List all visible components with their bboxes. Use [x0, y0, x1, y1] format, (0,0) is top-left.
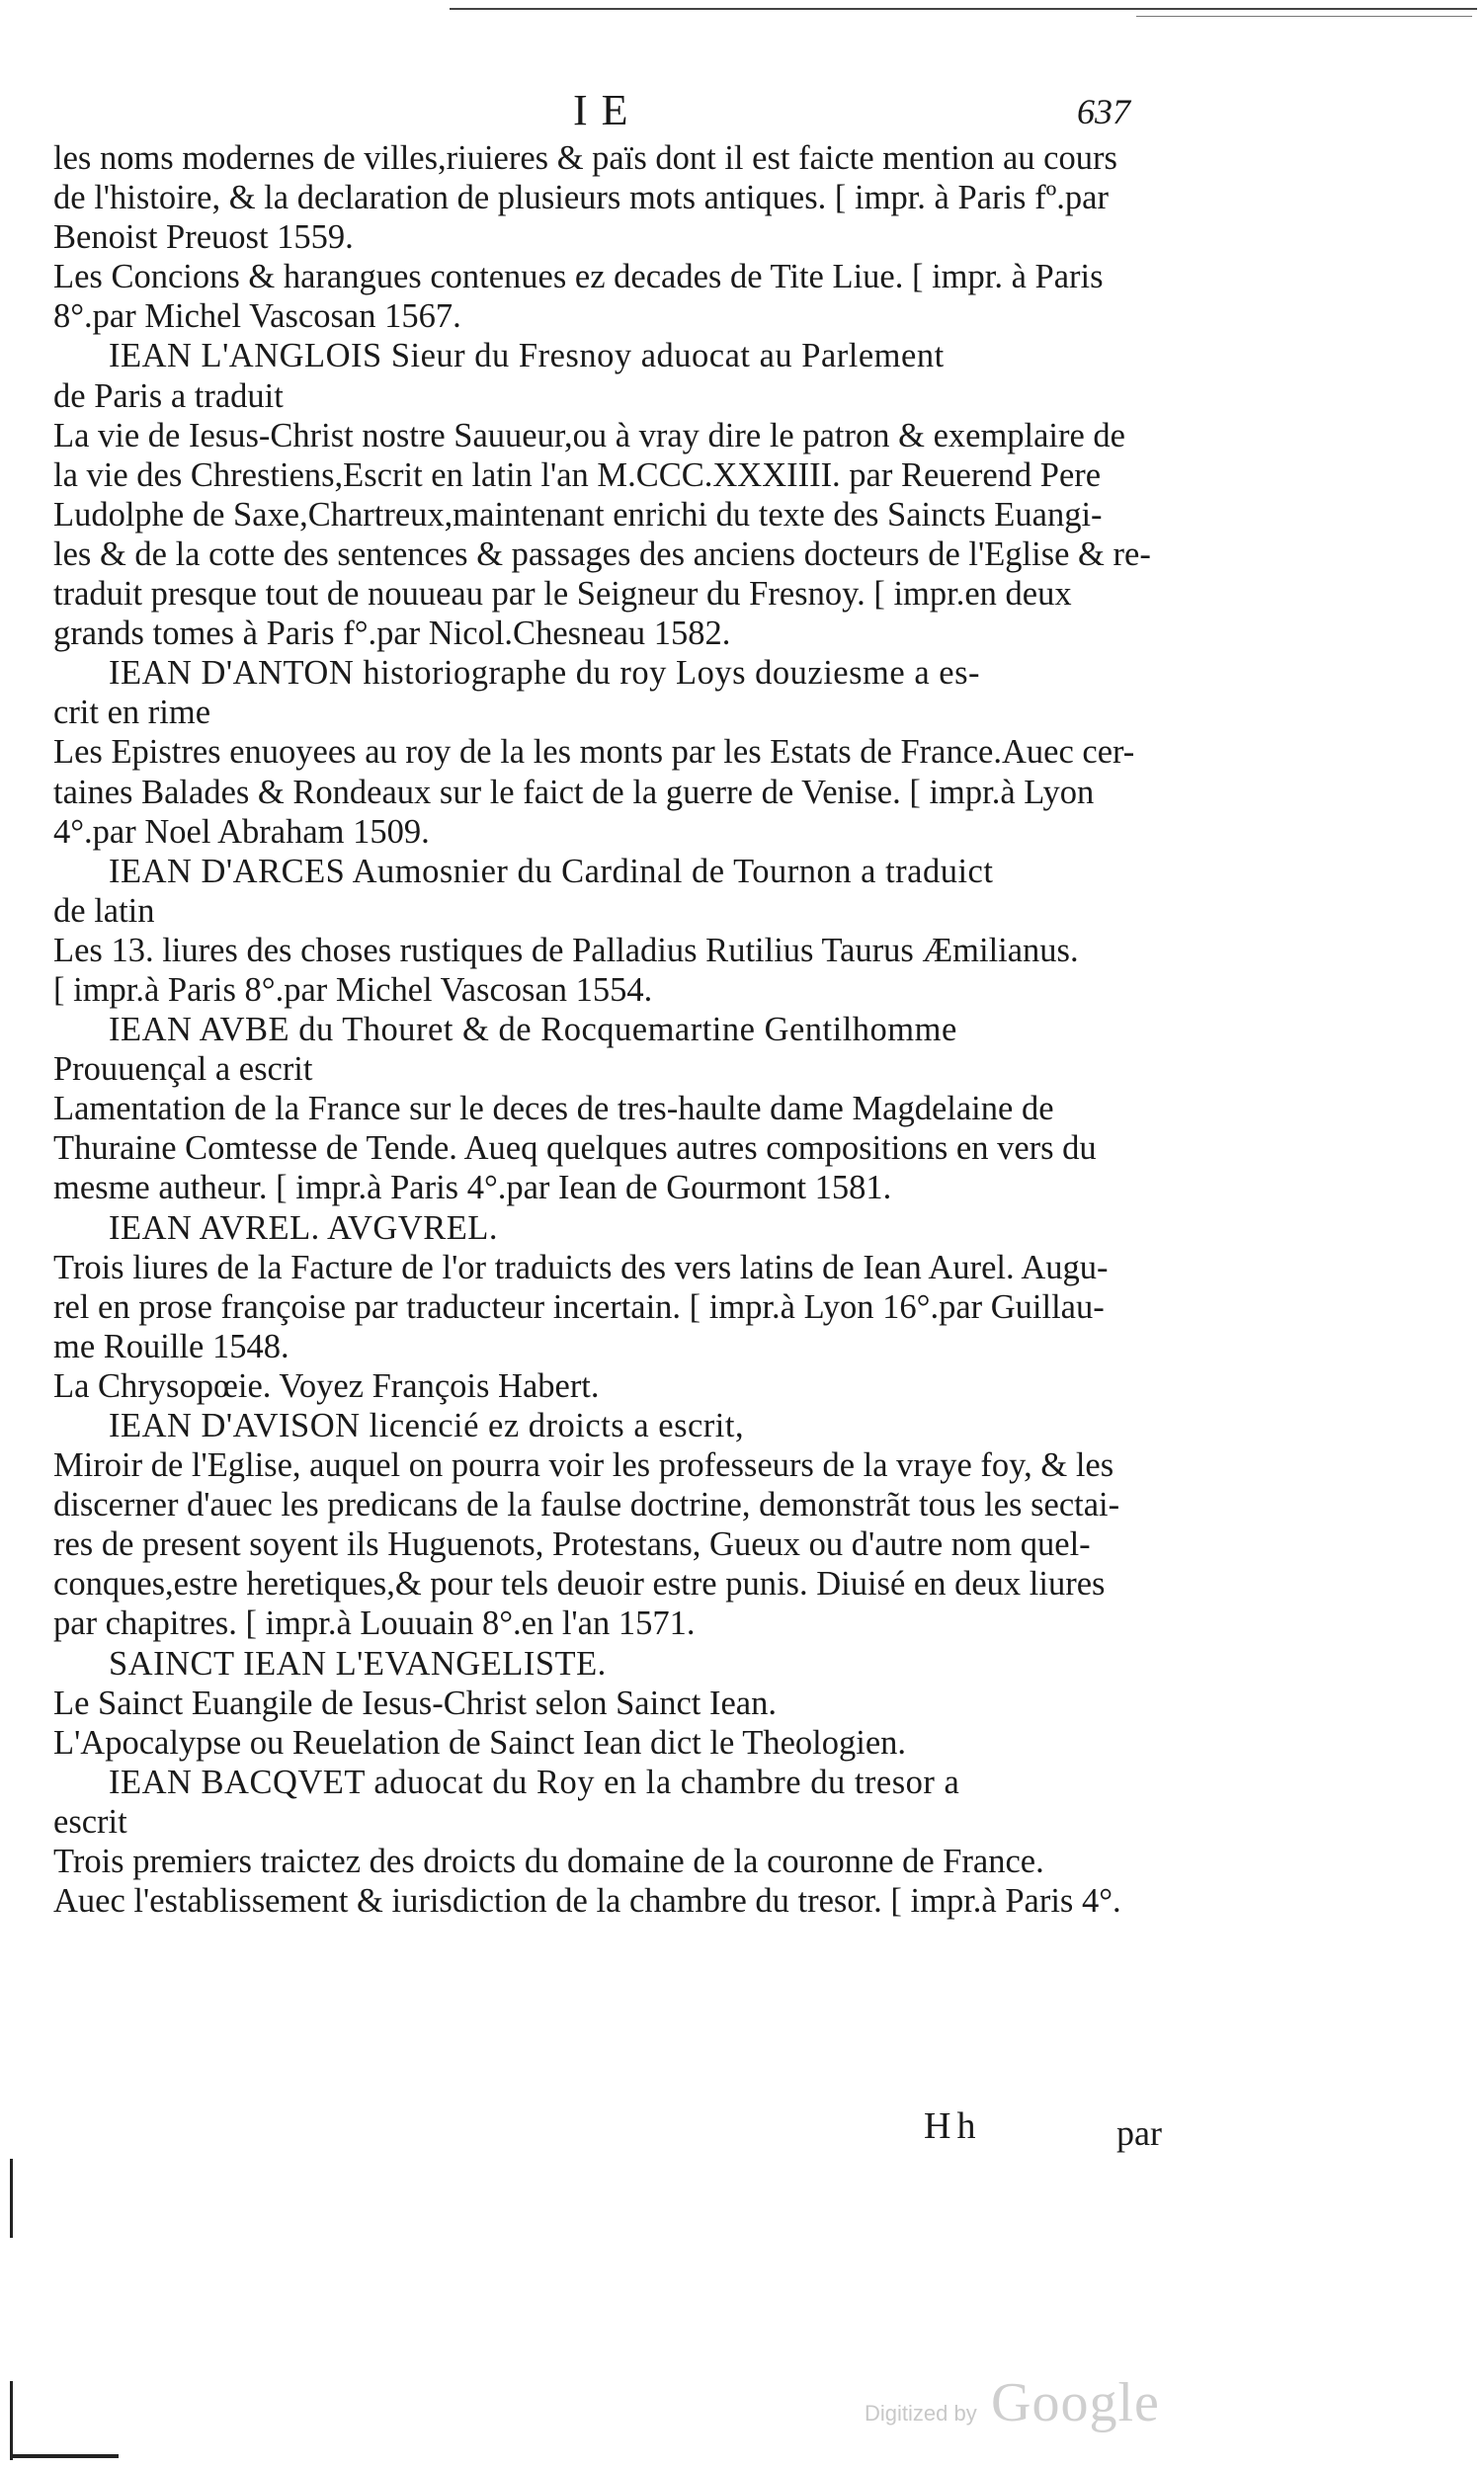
- text-line: La Chrysopœie. Voyez François Habert.: [53, 1366, 600, 1405]
- page-number: 637: [1077, 92, 1130, 131]
- corner-mark-vertical: [10, 2381, 13, 2460]
- page-footer: [0, 2104, 1484, 2164]
- text-line: crit en rime: [53, 694, 211, 732]
- text-line: la vie des Chrestiens,Escrit en latin l'an M.CCC.XXXIIII. par Reuerend Pere: [53, 455, 1102, 494]
- entry-heading: SAINCT IEAN L'EVANGELISTE.: [109, 1644, 607, 1683]
- text-line: grands tomes à Paris f°.par Nicol.Chesneau 1582.: [53, 615, 731, 653]
- text-line: Trois liures de la Facture de l'or traduicts des vers latins de Iean Aurel. Augu-: [53, 1248, 1109, 1286]
- text-line: Thuraine Comtesse de Tende. Aueq quelques autres compositions en vers du: [53, 1129, 1097, 1168]
- text-line: [ impr.à Paris 8°.par Michel Vascosan 1554.: [53, 970, 653, 1009]
- body-text: [53, 138, 1180, 1921]
- corner-mark-horizontal: [10, 2454, 119, 2458]
- text-line: 4°.par Noel Abraham 1509.: [53, 812, 430, 851]
- text-line: Ludolphe de Saxe,Chartreux,maintenant enrichi du texte des Saincts Euangi-: [53, 495, 1103, 534]
- signature-mark: Hh: [924, 2105, 982, 2147]
- digitized-watermark: [865, 2371, 1191, 2440]
- text-line: Les 13. liures des choses rustiques de Palladius Rutilius Taurus Æmilianus.: [53, 931, 1079, 969]
- text-line: les & de la cotte des sentences & passages des anciens docteurs de l'Eglise & re-: [53, 535, 1151, 573]
- entry-heading: IEAN D'ARCES Aumosnier du Cardinal de Tournon a traduict: [109, 852, 994, 890]
- catchword: par: [1116, 2113, 1162, 2153]
- top-rule: [450, 8, 1477, 10]
- text-line: Benoist Preuost 1559.: [53, 218, 354, 257]
- entry-heading: IEAN D'ANTON historiographe du roy Loys douziesme a es-: [109, 654, 980, 693]
- text-line: Lamentation de la France sur le deces de tres-haulte dame Magdelaine de: [53, 1090, 1054, 1128]
- entry-heading: IEAN AVBE du Thouret & de Rocquemartine Gentilhomme: [109, 1011, 957, 1049]
- entry-heading: IEAN AVREL. AVGVREL.: [109, 1208, 498, 1247]
- text-line: escrit: [53, 1802, 127, 1841]
- google-logo: Google: [991, 2372, 1160, 2433]
- text-line: Trois premiers traictez des droicts du domaine de la couronne de France.: [53, 1843, 1044, 1881]
- text-line: Le Sainct Euangile de Iesus-Christ selon Sainct Iean.: [53, 1684, 777, 1722]
- text-line: rel en prose françoise par traducteur incertain. [ impr.à Lyon 16°.par Guillau-: [53, 1287, 1105, 1326]
- entry-heading: IEAN L'ANGLOIS Sieur du Fresnoy aduocat au Parlement: [109, 337, 945, 375]
- text-line: les noms modernes de villes,riuieres & païs dont il est faicte mention au cours: [53, 139, 1117, 177]
- text-line: Auec l'establissement & iurisdiction de la chambre du tresor. [ impr.à Paris 4°.: [53, 1882, 1121, 1921]
- entry-heading: IEAN BACQVET aduocat du Roy en la chambre du tresor a: [109, 1763, 960, 1801]
- text-line: 8°.par Michel Vascosan 1567.: [53, 297, 461, 336]
- top-rule-secondary: [1136, 16, 1472, 17]
- text-line: de Paris a traduit: [53, 376, 284, 415]
- text-line: de l'histoire, & la declaration de plusieurs mots antiques. [ impr. à Paris fº.par: [53, 179, 1109, 217]
- text-line: La vie de Iesus-Christ nostre Sauueur,ou à vray dire le patron & exemplaire de: [53, 416, 1125, 454]
- text-line: Les Epistres enuoyees au roy de la les monts par les Estats de France.Auec cer-: [53, 733, 1135, 772]
- text-line: L'Apocalypse ou Reuelation de Sainct Iean dict le Theologien.: [53, 1723, 907, 1762]
- running-head: IE: [573, 86, 642, 134]
- text-line: discerner d'auec les predicans de la faulse doctrine, demonstrãt tous les sectai-: [53, 1486, 1120, 1524]
- text-line: par chapitres. [ impr.à Louuain 8°.en l'an 1571.: [53, 1605, 696, 1643]
- text-line: res de present soyent ils Huguenots, Protestans, Gueux ou d'autre nom quel-: [53, 1525, 1091, 1564]
- text-line: Les Concions & harangues contenues ez decades de Tite Liue. [ impr. à Paris: [53, 258, 1104, 296]
- page-header: [0, 77, 1484, 136]
- text-line: conques,estre heretiques,& pour tels deuoir estre punis. Diuisé en deux liures: [53, 1565, 1106, 1604]
- entry-heading: IEAN D'AVISON licencié ez droicts a escrit,: [109, 1407, 745, 1444]
- watermark-prefix: Digitized by: [865, 2401, 977, 2426]
- margin-mark: [10, 2159, 13, 2238]
- text-line: de latin: [53, 891, 155, 930]
- text-line: taines Balades & Rondeaux sur le faict de la guerre de Venise. [ impr.à Lyon: [53, 773, 1095, 811]
- text-line: Prouuençal a escrit: [53, 1050, 313, 1089]
- text-line: me Rouille 1548.: [53, 1327, 289, 1365]
- text-line: mesme autheur. [ impr.à Paris 4°.par Iean de Gourmont 1581.: [53, 1169, 892, 1207]
- text-line: traduit presque tout de nouueau par le Seigneur du Fresnoy. [ impr.en deux: [53, 575, 1072, 614]
- text-line: Miroir de l'Eglise, auquel on pourra voir les professeurs de la vraye foy, & les: [53, 1446, 1114, 1485]
